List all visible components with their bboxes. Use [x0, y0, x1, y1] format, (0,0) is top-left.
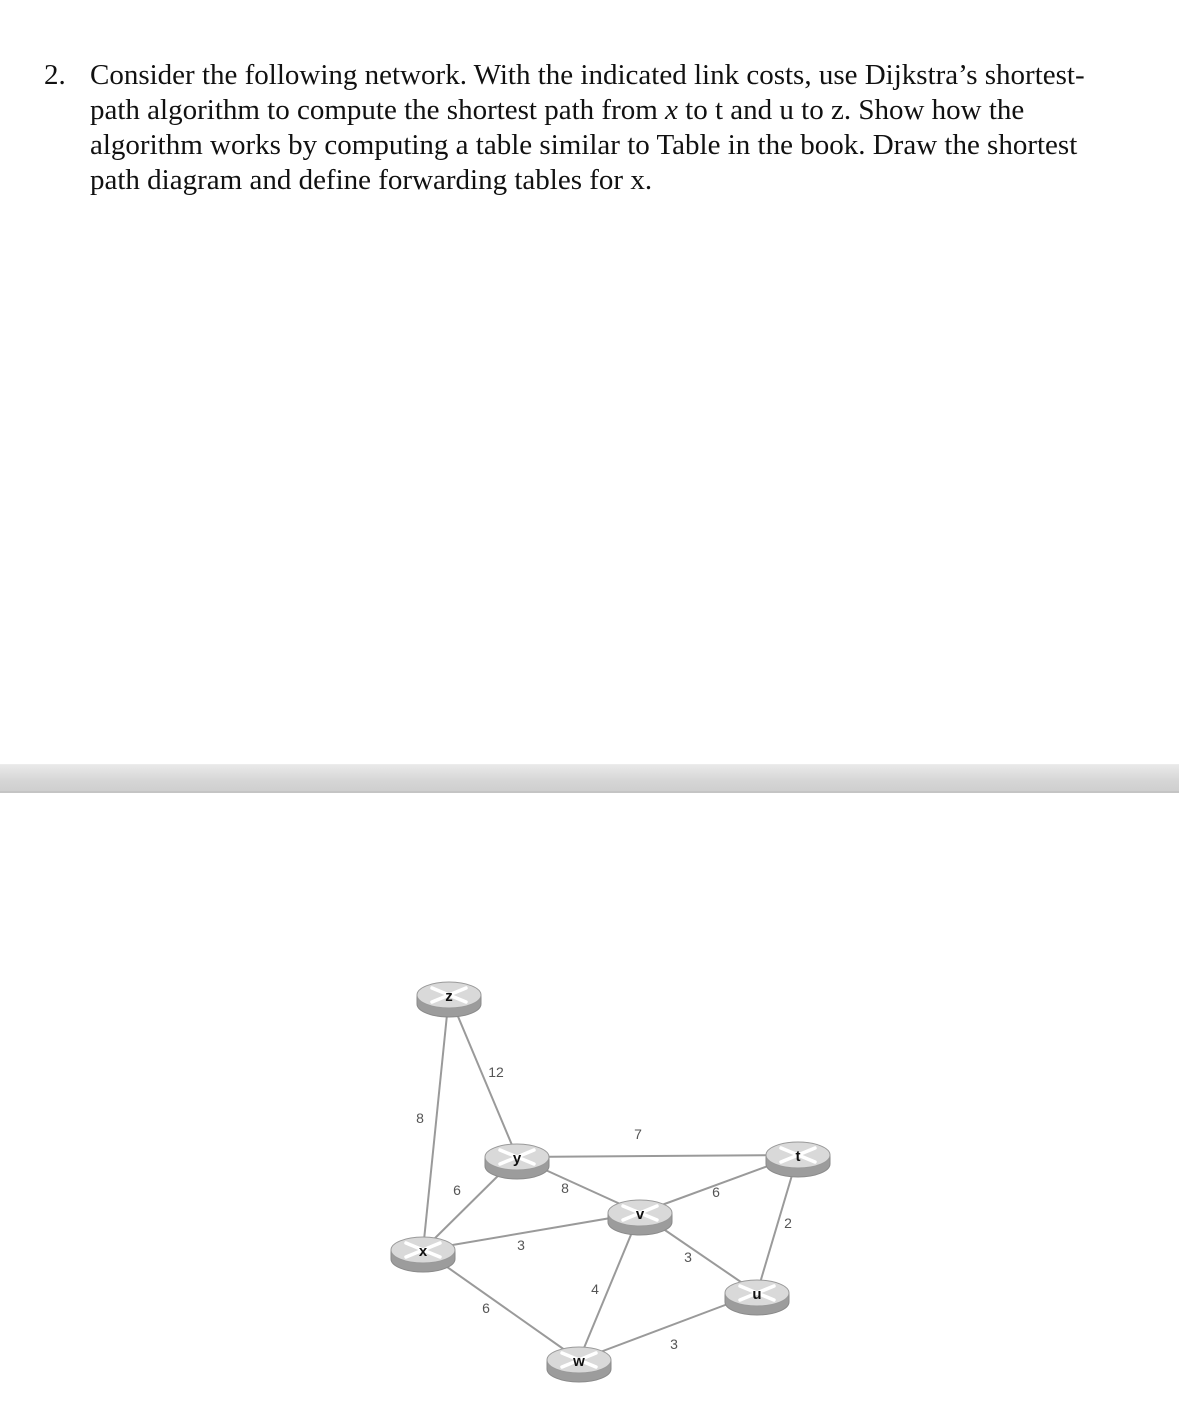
- cost-label-y-v: 8: [561, 1180, 569, 1196]
- router-z: [417, 982, 481, 1017]
- cost-label-v-w: 4: [591, 1281, 599, 1297]
- router-y: [485, 1144, 549, 1179]
- cost-label-y-t: 7: [634, 1126, 642, 1142]
- router-label-t: t: [795, 1148, 801, 1165]
- router-v: [608, 1200, 672, 1235]
- link-y-t: [517, 1155, 798, 1157]
- question-line-3: algorithm works by computing a table similar to Table in the book. Draw the shortest: [90, 129, 1078, 161]
- link-z-x: [423, 995, 449, 1250]
- cost-label-z-y: 12: [488, 1064, 504, 1080]
- question-line-2-part-1: path algorithm to compute the shortest path from: [90, 94, 666, 126]
- cost-label-w-u: 3: [670, 1336, 678, 1352]
- link-v-w: [579, 1213, 640, 1360]
- router-t: [766, 1142, 830, 1177]
- cost-label-t-u: 2: [784, 1215, 792, 1231]
- router-label-x: x: [418, 1243, 428, 1260]
- cost-label-y-x: 6: [453, 1182, 461, 1198]
- router-label-z: z: [445, 988, 453, 1005]
- router-x: [391, 1237, 455, 1272]
- cost-label-v-u: 3: [684, 1249, 692, 1265]
- router-label-u: u: [752, 1286, 762, 1303]
- cost-label-x-v: 3: [517, 1237, 525, 1253]
- cost-label-x-w: 6: [482, 1300, 490, 1316]
- router-label-w: w: [573, 1353, 585, 1370]
- router-w: [547, 1347, 611, 1382]
- cost-label-v-t: 6: [712, 1184, 720, 1200]
- question-number: 2.: [44, 59, 66, 91]
- question-line-2-part-2: to t and u to z. Show how the: [677, 94, 1025, 126]
- link-z-y: [449, 995, 517, 1157]
- question-line-4: path diagram and define forwarding tables for x.: [90, 164, 653, 196]
- router-label-y: y: [512, 1150, 522, 1167]
- question-line-2-variable-x: x: [665, 94, 678, 126]
- router-u: [725, 1280, 789, 1315]
- cost-label-z-x: 8: [416, 1110, 424, 1126]
- question-line-1: Consider the following network. With the indicated link costs, use Dijkstra’s shortest-: [90, 59, 1085, 91]
- router-label-v: v: [635, 1206, 645, 1223]
